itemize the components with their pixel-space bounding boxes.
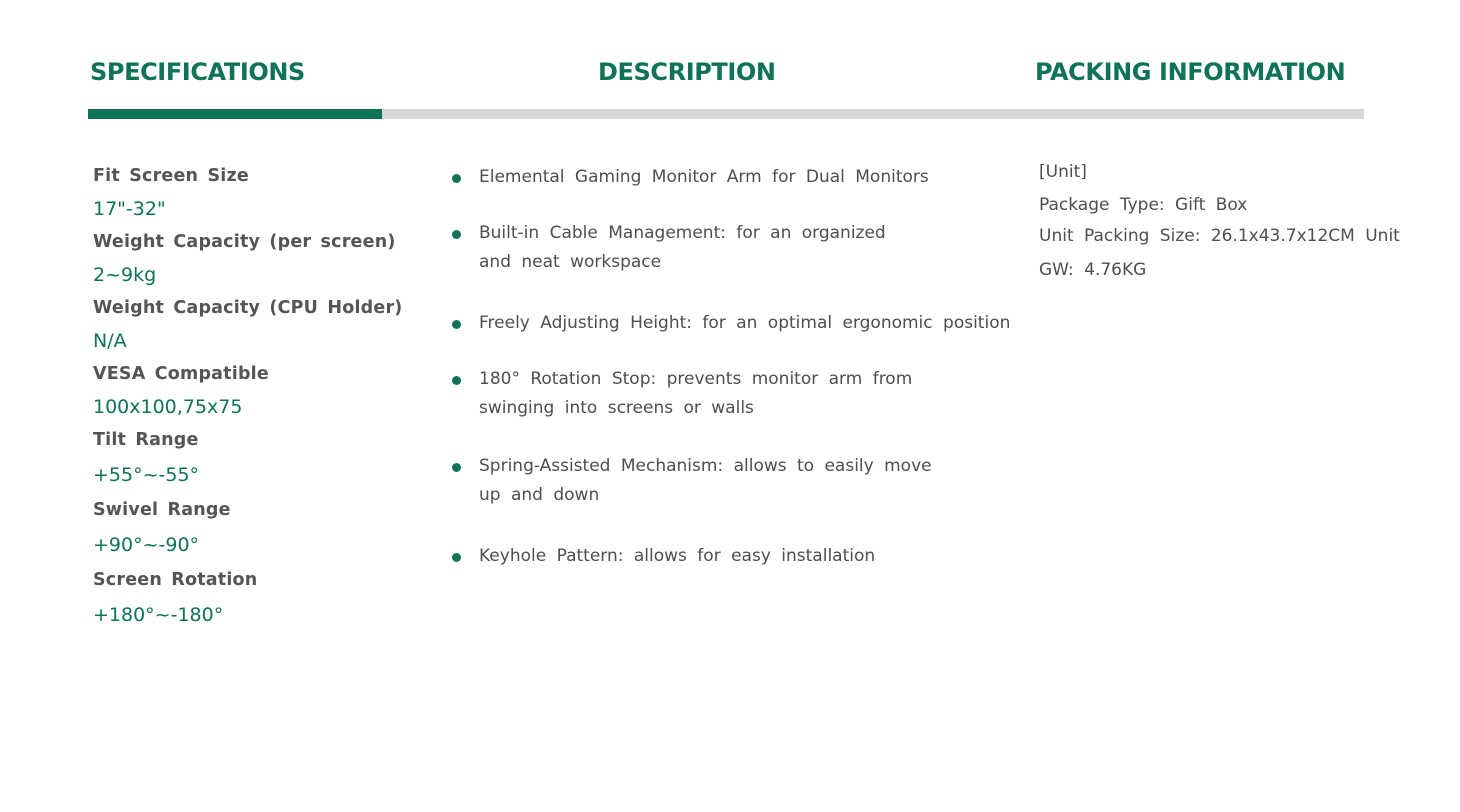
active-tab-indicator [88,109,382,119]
spec-label: VESA Compatible [93,364,269,384]
unit-heading: [Unit] [1039,162,1087,182]
description-text: Spring-Assisted Mechanism: allows to easily move up and down [479,456,932,505]
spec-label: Tilt Range [93,430,199,450]
spec-value: +55°~-55° [93,464,200,486]
bullet-dot-icon [452,174,461,183]
spec-label: Weight Capacity (per screen) [93,232,396,252]
list-item [450,365,919,423]
gross-weight: GW: 4.76KG [1039,260,1147,280]
unit-packing-size: Unit Packing Size: 26.1x43.7x12CM Unit [1039,226,1400,246]
description-text: 180° Rotation Stop: prevents monitor arm from swinging into screens or walls [479,369,913,418]
tab-bar-labels [88,52,1364,96]
description-text: Keyhole Pattern: allows for easy installation [479,546,876,566]
bullet-dot-icon [452,553,461,562]
spec-value: +90°~-90° [93,534,200,556]
spec-value: 100x100,75x75 [93,396,243,418]
spec-tilt-range [93,424,413,494]
specifications-panel [93,160,413,634]
spec-label: Weight Capacity (CPU Holder) [93,298,403,318]
bullet-dot-icon [452,230,461,239]
list-item [450,163,999,192]
bullet-dot-icon [452,376,461,385]
spec-label: Swivel Range [93,500,231,520]
spec-label: Fit Screen Size [93,166,249,186]
spec-weight-capacity-cpu [93,292,413,358]
list-item [450,309,1019,338]
tab-specifications[interactable]: SPECIFICATIONS [90,58,305,86]
spec-value: +180°~-180° [93,604,224,626]
bullet-dot-icon [452,463,461,472]
description-text: Built-in Cable Management: for an organized and neat workspace [479,223,886,272]
spec-value: N/A [93,330,127,352]
list-item [450,219,919,277]
bullet-dot-icon [452,320,461,329]
list-item [450,542,999,571]
spec-swivel-range [93,494,413,564]
description-text: Freely Adjusting Height: for an optimal ergonomic position [479,313,1011,333]
list-item [450,452,949,510]
tab-description[interactable]: DESCRIPTION [598,58,776,86]
tab-packing-information[interactable]: PACKING INFORMATION [1035,58,1346,86]
spec-weight-capacity-screen [93,226,413,292]
spec-value: 2~9kg [93,264,157,286]
package-type: Package Type: Gift Box [1039,195,1248,215]
spec-label: Screen Rotation [93,570,258,590]
description-text: Elemental Gaming Monitor Arm for Dual Monitors [479,167,929,187]
spec-vesa-compatible [93,358,413,424]
spec-screen-rotation [93,564,413,634]
spec-value: 17"-32" [93,198,166,220]
tab-indicator-track [88,109,1364,119]
spec-fit-screen-size [93,160,413,226]
